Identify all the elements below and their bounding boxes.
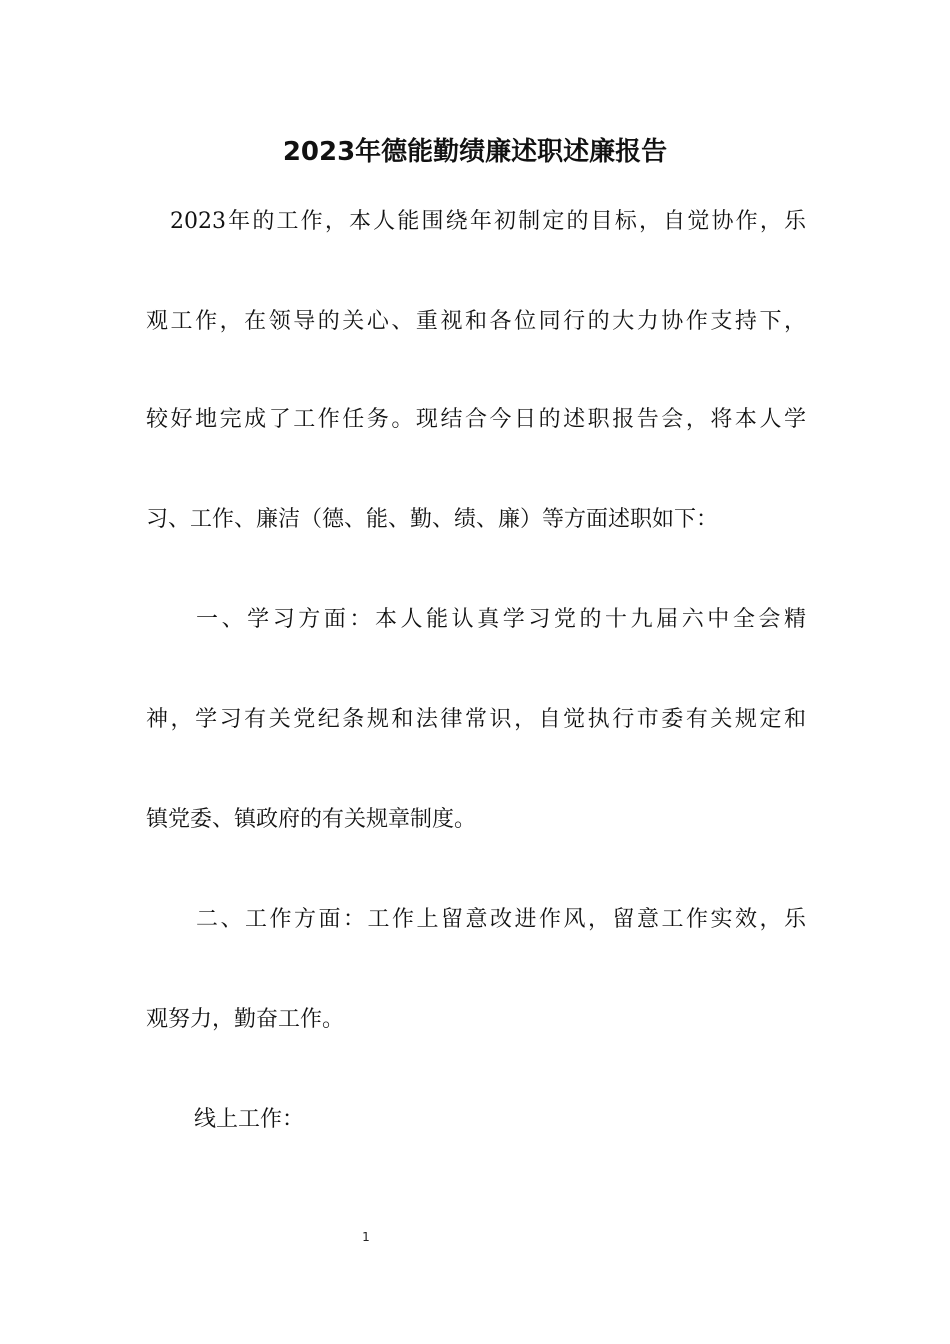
paragraph-line: 线上工作： [194,1107,305,1132]
paragraph-line: 镇党委、镇政府的有关规章制度。 [146,807,477,832]
paragraph-line: 观努力，勤奋工作。 [146,1007,345,1032]
paragraph-line: 一、学习方面：本人能认真学习党的十九届六中全会精 [196,607,806,632]
page-number: 1 [362,1230,370,1244]
paragraph-line: 较好地完成了工作任务。现结合今日的述职报告会，将本人学 [146,407,806,432]
paragraph-line: 观工作，在领导的关心、重视和各位同行的大力协作支持下， [146,309,806,334]
paragraph-line: 习、工作、廉洁（德、能、勤、绩、廉）等方面述职如下： [146,507,719,532]
document-title: 2023年德能勤绩廉述职述廉报告 [282,137,668,167]
paragraph-line: 二、工作方面：工作上留意改进作风，留意工作实效，乐 [196,907,806,932]
paragraph-line: 2023年的工作，本人能围绕年初制定的目标，自觉协作，乐 [170,209,806,234]
paragraph-line: 神，学习有关党纪条规和法律常识，自觉执行市委有关规定和 [146,707,806,732]
